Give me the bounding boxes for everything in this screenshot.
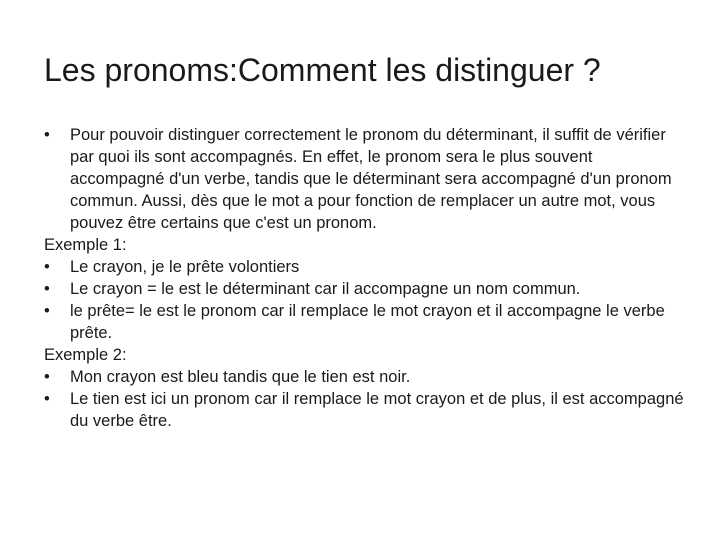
slide-title: Les pronoms:Comment les distinguer ? (44, 52, 601, 88)
example-1-heading: Exemple 1: (44, 236, 127, 254)
bullet-example-1-pronoun: • le prête= le est le pronom car il remplace le mot crayon et il accompagne le verbe prête. (44, 300, 684, 344)
bullet-example-2-explanation: • Le tien est ici un pronom car il remplace le mot crayon et de plus, il est accompagné du verbe être. (44, 388, 684, 432)
bullet-example-1-determinant: • Le crayon = le est le déterminant car il accompagne un nom commun. (44, 278, 684, 300)
bullet-example-1-sentence: • Le crayon, je le prête volontiers (44, 256, 684, 278)
slide-body (44, 124, 684, 432)
example-2-heading: Exemple 2: (44, 346, 127, 364)
bullet-example-2-sentence: • Mon crayon est bleu tandis que le tien est noir. (44, 366, 684, 388)
bullet-intro: • Pour pouvoir distinguer correctement le pronom du déterminant, il suffit de vérifier par quoi ils sont accompagnés. En effet, le pronom sera le plus souvent accompagné d'un verbe, tandis que le déterminant sera accompagné d'un pronom commun. Aussi, dès que le mot a pour fonction de remplacer un autre mot, vous pouvez être certains que c'est un pronom. (44, 124, 684, 234)
